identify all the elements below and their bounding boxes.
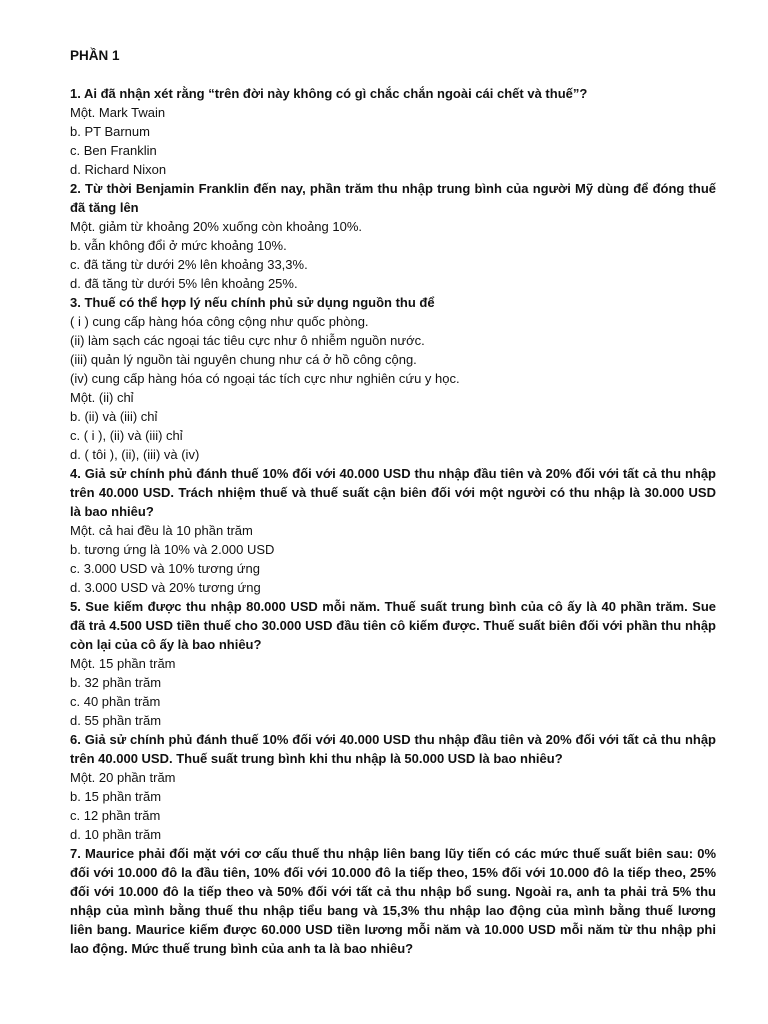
question-text: 6. Giả sử chính phủ đánh thuế 10% đối với 40.000 USD thu nhập đầu tiên và 20% đối với tất cả thu nhập trên 40.000 USD. Thuế suất trung bình khi thu nhập là 50.000 USD là bao nhiêu? (70, 732, 716, 766)
answer-option: b. tương ứng là 10% và 2.000 USD (70, 542, 275, 557)
question-7 (70, 844, 716, 958)
question-text: 3. Thuế có thể hợp lý nếu chính phủ sử dụng nguồn thu để (70, 295, 435, 310)
question-text: 4. Giả sử chính phủ đánh thuế 10% đối với 40.000 USD thu nhập đầu tiên và 20% đối với tất cả thu nhập trên 40.000 USD. Trách nhiệm thuế và thuế suất cận biên đối với một người có thu nhập là 30.000 USD là bao nhiêu? (70, 466, 716, 519)
statement-item: (iii) quản lý nguồn tài nguyên chung như cá ở hồ công cộng. (70, 352, 417, 367)
question-2 (70, 179, 716, 293)
question-text: 7. Maurice phải đối mặt với cơ cấu thuế thu nhập liên bang lũy tiến có các mức thuế suất biên sau: 0% đối với 10.000 đô la đầu tiên, 10% đối với 10.000 đô la tiếp theo, 15% đối với 10.000 đô la tiếp theo, 25% đối với 10.000 đô la tiếp theo và 50% đối với tất cả thu nhập bổ sung. Ngoài ra, anh ta phải trả 5% thu nhập của mình bằng thuế thu nhập tiểu bang và 15,3% thu nhập lao động của mình bằng thuế lương liên bang. Maurice kiếm được 60.000 USD tiền lương mỗi năm và 10.000 USD mỗi năm từ thu nhập phi lao động. Mức thuế trung bình của anh ta là bao nhiêu? (70, 846, 716, 956)
answer-option: d. 3.000 USD và 20% tương ứng (70, 580, 261, 595)
answer-option: b. (ii) và (iii) chỉ (70, 409, 158, 424)
answer-option: d. ( tôi ), (ii), (iii) và (iv) (70, 447, 200, 462)
question-1 (70, 84, 716, 179)
answer-option: Một. giảm từ khoảng 20% xuống còn khoảng 10%. (70, 219, 362, 234)
answer-option: b. vẫn không đổi ở mức khoảng 10%. (70, 238, 287, 253)
answer-option: c. 3.000 USD và 10% tương ứng (70, 561, 260, 576)
answer-option: d. 10 phần trăm (70, 827, 162, 842)
question-text: 5. Sue kiếm được thu nhập 80.000 USD mỗi năm. Thuế suất trung bình của cô ấy là 40 phần trăm. Sue đã trả 4.500 USD tiền thuế cho 30.000 USD đầu tiên cô kiếm được. Thuế suất biên đối với phần thu nhập còn lại của cô ấy là bao nhiêu? (70, 599, 716, 652)
answer-option: Một. (ii) chỉ (70, 390, 134, 405)
statement-item: ( i ) cung cấp hàng hóa công cộng như quốc phòng. (70, 314, 369, 329)
question-6 (70, 730, 716, 844)
section-heading: PHẦN 1 (70, 48, 120, 63)
answer-option: d. Richard Nixon (70, 162, 167, 177)
answer-option: Một. Mark Twain (70, 105, 166, 120)
question-4 (70, 464, 716, 597)
answer-option: b. 32 phần trăm (70, 675, 162, 690)
answer-option: d. 55 phần trăm (70, 713, 162, 728)
answer-option: Một. 20 phần trăm (70, 770, 176, 785)
statement-item: (ii) làm sạch các ngoại tác tiêu cực như ô nhiễm nguồn nước. (70, 333, 425, 348)
answer-option: c. ( i ), (ii) và (iii) chỉ (70, 428, 183, 443)
answer-option: c. 40 phần trăm (70, 694, 161, 709)
answer-option: Một. cả hai đều là 10 phần trăm (70, 523, 253, 538)
document-page (70, 46, 716, 958)
answer-option: c. 12 phần trăm (70, 808, 161, 823)
answer-option: d. đã tăng từ dưới 5% lên khoảng 25%. (70, 276, 298, 291)
answer-option: b. 15 phần trăm (70, 789, 162, 804)
question-text: 2. Từ thời Benjamin Franklin đến nay, phần trăm thu nhập trung bình của người Mỹ dùng để đóng thuế đã tăng lên (70, 181, 716, 215)
question-5 (70, 597, 716, 730)
answer-option: c. Ben Franklin (70, 143, 157, 158)
question-text: 1. Ai đã nhận xét rằng “trên đời này không có gì chắc chắn ngoài cái chết và thuế”? (70, 86, 588, 101)
statement-item: (iv) cung cấp hàng hóa có ngoại tác tích cực như nghiên cứu y học. (70, 371, 460, 386)
answer-option: c. đã tăng từ dưới 2% lên khoảng 33,3%. (70, 257, 308, 272)
answer-option: b. PT Barnum (70, 124, 150, 139)
answer-option: Một. 15 phần trăm (70, 656, 176, 671)
question-3 (70, 293, 716, 464)
